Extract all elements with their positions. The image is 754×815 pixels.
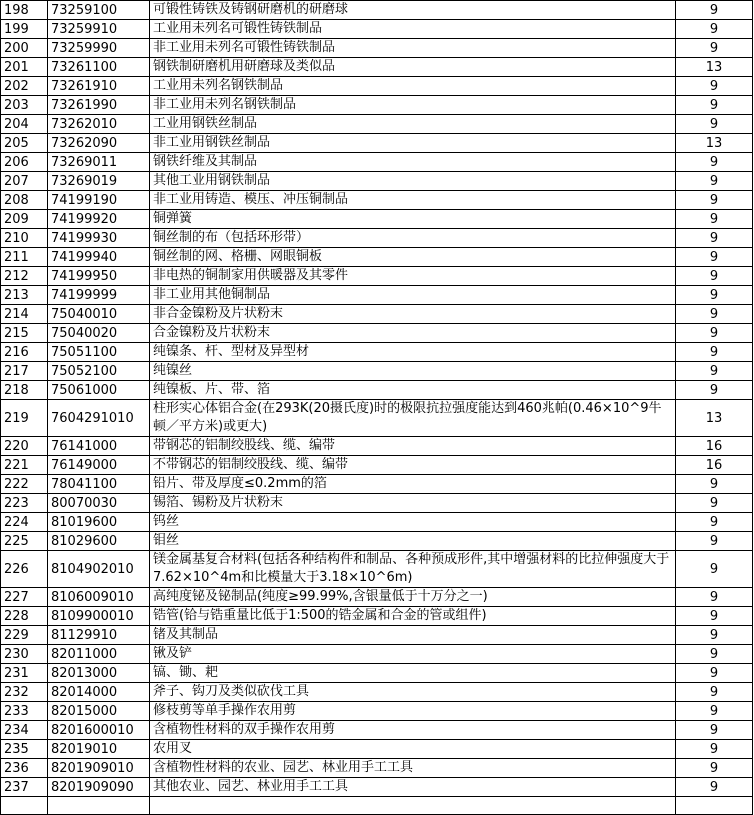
row-number-cell: 217 [1, 362, 48, 381]
description-cell: 锆管(铪与锆重量比低于1:500的锆金属和合金的管或组件) [150, 607, 676, 626]
rate-cell: 9 [676, 551, 753, 588]
row-number-cell: 219 [1, 400, 48, 437]
hs-code-cell: 80070030 [48, 494, 150, 513]
rate-cell: 9 [676, 153, 753, 172]
row-number-cell: 233 [1, 702, 48, 721]
description-cell: 非工业用未列名可锻性铸铁制品 [150, 39, 676, 58]
description-cell: 带钢芯的铝制绞股线、缆、编带 [150, 437, 676, 456]
row-number-cell: 201 [1, 58, 48, 77]
row-number-cell: 210 [1, 229, 48, 248]
description-cell: 修枝剪等单手操作农用剪 [150, 702, 676, 721]
row-number-cell: 235 [1, 740, 48, 759]
table-row [1, 362, 753, 381]
rate-cell: 9 [676, 324, 753, 343]
hs-code-cell: 82013000 [48, 664, 150, 683]
rate-cell: 9 [676, 513, 753, 532]
rate-cell: 9 [676, 191, 753, 210]
hs-code-cell: 73262010 [48, 115, 150, 134]
table-row [1, 797, 753, 815]
hs-code-cell: 8201600010 [48, 721, 150, 740]
table-row [1, 58, 753, 77]
rate-cell: 9 [676, 267, 753, 286]
hs-code-cell: 73261100 [48, 58, 150, 77]
rate-cell: 9 [676, 39, 753, 58]
empty-cell [1, 797, 48, 815]
hs-code-cell: 75051100 [48, 343, 150, 362]
rate-cell: 9 [676, 115, 753, 134]
rate-cell: 9 [676, 494, 753, 513]
row-number-cell: 231 [1, 664, 48, 683]
hs-code-cell: 75040020 [48, 324, 150, 343]
description-cell: 钢铁纤维及其制品 [150, 153, 676, 172]
rate-cell: 13 [676, 134, 753, 153]
rate-cell: 9 [676, 664, 753, 683]
rate-cell: 9 [676, 381, 753, 400]
table-row [1, 740, 753, 759]
row-number-cell: 221 [1, 456, 48, 475]
description-cell: 斧子、钩刀及类似砍伐工具 [150, 683, 676, 702]
rate-cell: 9 [676, 343, 753, 362]
table-row [1, 248, 753, 267]
rate-cell: 9 [676, 475, 753, 494]
hs-code-cell: 73261990 [48, 96, 150, 115]
rate-cell: 9 [676, 702, 753, 721]
row-number-cell: 208 [1, 191, 48, 210]
description-cell: 其他农业、园艺、林业用手工工具 [150, 778, 676, 797]
description-cell: 高纯度铋及铋制品(纯度≥99.99%,含银量低于十万分之一) [150, 588, 676, 607]
hs-code-cell: 75040010 [48, 305, 150, 324]
hs-code-cell: 74199190 [48, 191, 150, 210]
hs-code-cell: 81029600 [48, 532, 150, 551]
rate-cell: 9 [676, 607, 753, 626]
hs-code-cell: 7604291010 [48, 400, 150, 437]
hs-code-cell: 73269011 [48, 153, 150, 172]
hs-code-cell: 73259990 [48, 39, 150, 58]
rate-cell: 16 [676, 437, 753, 456]
hs-code-cell: 73259100 [48, 1, 150, 20]
row-number-cell: 229 [1, 626, 48, 645]
description-cell: 铜弹簧 [150, 210, 676, 229]
rate-cell: 16 [676, 456, 753, 475]
row-number-cell: 228 [1, 607, 48, 626]
rate-cell: 9 [676, 172, 753, 191]
row-number-cell: 232 [1, 683, 48, 702]
table-row [1, 39, 753, 58]
table-row [1, 494, 753, 513]
rate-cell: 9 [676, 683, 753, 702]
description-cell: 含植物性材料的农业、园艺、林业用手工工具 [150, 759, 676, 778]
hs-code-cell: 74199999 [48, 286, 150, 305]
hs-code-cell: 76149000 [48, 456, 150, 475]
hs-code-cell: 73261910 [48, 77, 150, 96]
description-cell: 不带钢芯的铝制绞股线、缆、编带 [150, 456, 676, 475]
row-number-cell: 236 [1, 759, 48, 778]
table-row [1, 1, 753, 20]
row-number-cell: 216 [1, 343, 48, 362]
rate-cell: 9 [676, 248, 753, 267]
table-row [1, 96, 753, 115]
row-number-cell: 211 [1, 248, 48, 267]
table-row [1, 759, 753, 778]
description-cell: 可锻性铸铁及铸钢研磨机的研磨球 [150, 1, 676, 20]
table-row [1, 513, 753, 532]
table-row [1, 172, 753, 191]
hs-code-cell: 75061000 [48, 381, 150, 400]
table-row [1, 400, 753, 437]
row-number-cell: 209 [1, 210, 48, 229]
description-cell: 铜丝制的网、格栅、网眼铜板 [150, 248, 676, 267]
table-body [1, 1, 753, 815]
hs-code-cell: 78041100 [48, 475, 150, 494]
hs-code-cell: 8201909090 [48, 778, 150, 797]
row-number-cell: 202 [1, 77, 48, 96]
table-row [1, 475, 753, 494]
rate-cell: 9 [676, 778, 753, 797]
description-cell: 农用叉 [150, 740, 676, 759]
row-number-cell: 222 [1, 475, 48, 494]
rate-cell: 9 [676, 305, 753, 324]
table-row [1, 532, 753, 551]
rate-cell: 9 [676, 645, 753, 664]
hs-code-cell: 74199930 [48, 229, 150, 248]
table-row [1, 305, 753, 324]
hs-code-cell: 76141000 [48, 437, 150, 456]
table-row [1, 115, 753, 134]
table-row [1, 229, 753, 248]
table-row [1, 324, 753, 343]
row-number-cell: 220 [1, 437, 48, 456]
row-number-cell: 230 [1, 645, 48, 664]
table-row [1, 683, 753, 702]
row-number-cell: 203 [1, 96, 48, 115]
table-row [1, 77, 753, 96]
empty-cell [48, 797, 150, 815]
hs-code-cell: 8106009010 [48, 588, 150, 607]
table-row [1, 456, 753, 475]
description-cell: 合金镍粉及片状粉末 [150, 324, 676, 343]
row-number-cell: 218 [1, 381, 48, 400]
rate-cell: 9 [676, 588, 753, 607]
description-cell: 锗及其制品 [150, 626, 676, 645]
table-row [1, 343, 753, 362]
rate-cell: 9 [676, 532, 753, 551]
hs-code-cell: 8201909010 [48, 759, 150, 778]
description-cell: 铅片、带及厚度≤0.2mm的箔 [150, 475, 676, 494]
row-number-cell: 234 [1, 721, 48, 740]
row-number-cell: 214 [1, 305, 48, 324]
description-cell: 非工业用铸造、模压、冲压铜制品 [150, 191, 676, 210]
rate-cell: 9 [676, 362, 753, 381]
hs-code-cell: 74199940 [48, 248, 150, 267]
table-row [1, 778, 753, 797]
hs-code-cell: 8109900010 [48, 607, 150, 626]
table-row [1, 721, 753, 740]
description-cell: 工业用未列名钢铁制品 [150, 77, 676, 96]
rate-cell: 13 [676, 58, 753, 77]
rate-cell: 9 [676, 759, 753, 778]
row-number-cell: 199 [1, 20, 48, 39]
hs-code-cell: 73259910 [48, 20, 150, 39]
rate-cell: 9 [676, 210, 753, 229]
table-row [1, 626, 753, 645]
hs-code-cell: 73269019 [48, 172, 150, 191]
table-row [1, 210, 753, 229]
row-number-cell: 204 [1, 115, 48, 134]
table-row [1, 551, 753, 588]
row-number-cell: 198 [1, 1, 48, 20]
hs-code-cell: 82015000 [48, 702, 150, 721]
description-cell: 锹及铲 [150, 645, 676, 664]
hs-code-cell: 82019010 [48, 740, 150, 759]
row-number-cell: 223 [1, 494, 48, 513]
rate-cell: 9 [676, 20, 753, 39]
empty-cell [676, 797, 753, 815]
row-number-cell: 215 [1, 324, 48, 343]
rate-cell: 9 [676, 229, 753, 248]
row-number-cell: 205 [1, 134, 48, 153]
hs-code-cell: 81019600 [48, 513, 150, 532]
description-cell: 铜丝制的布（包括环形带） [150, 229, 676, 248]
row-number-cell: 225 [1, 532, 48, 551]
rate-cell: 9 [676, 1, 753, 20]
description-cell: 镐、锄、耙 [150, 664, 676, 683]
row-number-cell: 224 [1, 513, 48, 532]
row-number-cell: 212 [1, 267, 48, 286]
table-row [1, 20, 753, 39]
rate-cell: 9 [676, 286, 753, 305]
description-cell: 含植物性材料的双手操作农用剪 [150, 721, 676, 740]
description-cell: 纯镍板、片、带、箔 [150, 381, 676, 400]
description-cell: 工业用未列名可锻性铸铁制品 [150, 20, 676, 39]
description-cell: 非电热的铜制家用供暖器及其零件 [150, 267, 676, 286]
table-row [1, 437, 753, 456]
table-row [1, 134, 753, 153]
row-number-cell: 213 [1, 286, 48, 305]
description-cell: 非工业用钢铁丝制品 [150, 134, 676, 153]
rate-cell: 13 [676, 400, 753, 437]
table-row [1, 607, 753, 626]
table-row [1, 645, 753, 664]
description-cell: 钢铁制研磨机用研磨球及类似品 [150, 58, 676, 77]
description-cell: 锡箔、锡粉及片状粉末 [150, 494, 676, 513]
table-row [1, 286, 753, 305]
table-row [1, 664, 753, 683]
description-cell: 非工业用未列名钢铁制品 [150, 96, 676, 115]
description-cell: 钨丝 [150, 513, 676, 532]
description-cell: 镁金属基复合材料(包括各种结构件和制品、各种预成形件,其中增强材料的比拉伸强度大于7.62×10^4m和比模量大于3.18×10^6m) [150, 551, 676, 588]
row-number-cell: 206 [1, 153, 48, 172]
row-number-cell: 207 [1, 172, 48, 191]
hs-code-cell: 82014000 [48, 683, 150, 702]
hs-code-cell: 82011000 [48, 645, 150, 664]
hs-code-cell: 75052100 [48, 362, 150, 381]
rate-cell: 9 [676, 721, 753, 740]
table-row [1, 588, 753, 607]
empty-cell [150, 797, 676, 815]
table-row [1, 381, 753, 400]
table-row [1, 267, 753, 286]
table-row [1, 153, 753, 172]
hs-code-cell: 74199920 [48, 210, 150, 229]
hs-code-cell: 74199950 [48, 267, 150, 286]
row-number-cell: 200 [1, 39, 48, 58]
hs-code-cell: 8104902010 [48, 551, 150, 588]
description-cell: 纯镍丝 [150, 362, 676, 381]
rate-cell: 9 [676, 96, 753, 115]
description-cell: 非合金镍粉及片状粉末 [150, 305, 676, 324]
table-row [1, 702, 753, 721]
description-cell: 非工业用其他铜制品 [150, 286, 676, 305]
row-number-cell: 237 [1, 778, 48, 797]
description-cell: 工业用钢铁丝制品 [150, 115, 676, 134]
hs-code-cell: 73262090 [48, 134, 150, 153]
rate-cell: 9 [676, 740, 753, 759]
hs-code-cell: 81129910 [48, 626, 150, 645]
description-cell: 其他工业用钢铁制品 [150, 172, 676, 191]
row-number-cell: 226 [1, 551, 48, 588]
rate-cell: 9 [676, 626, 753, 645]
rate-cell: 9 [676, 77, 753, 96]
row-number-cell: 227 [1, 588, 48, 607]
description-cell: 纯镍条、杆、型材及异型材 [150, 343, 676, 362]
description-cell: 钼丝 [150, 532, 676, 551]
description-cell: 柱形实心体铝合金(在293K(20摄氏度)时的极限抗拉强度能达到460兆帕(0.46×10^9牛顿／平方米)或更大) [150, 400, 676, 437]
table-row [1, 191, 753, 210]
